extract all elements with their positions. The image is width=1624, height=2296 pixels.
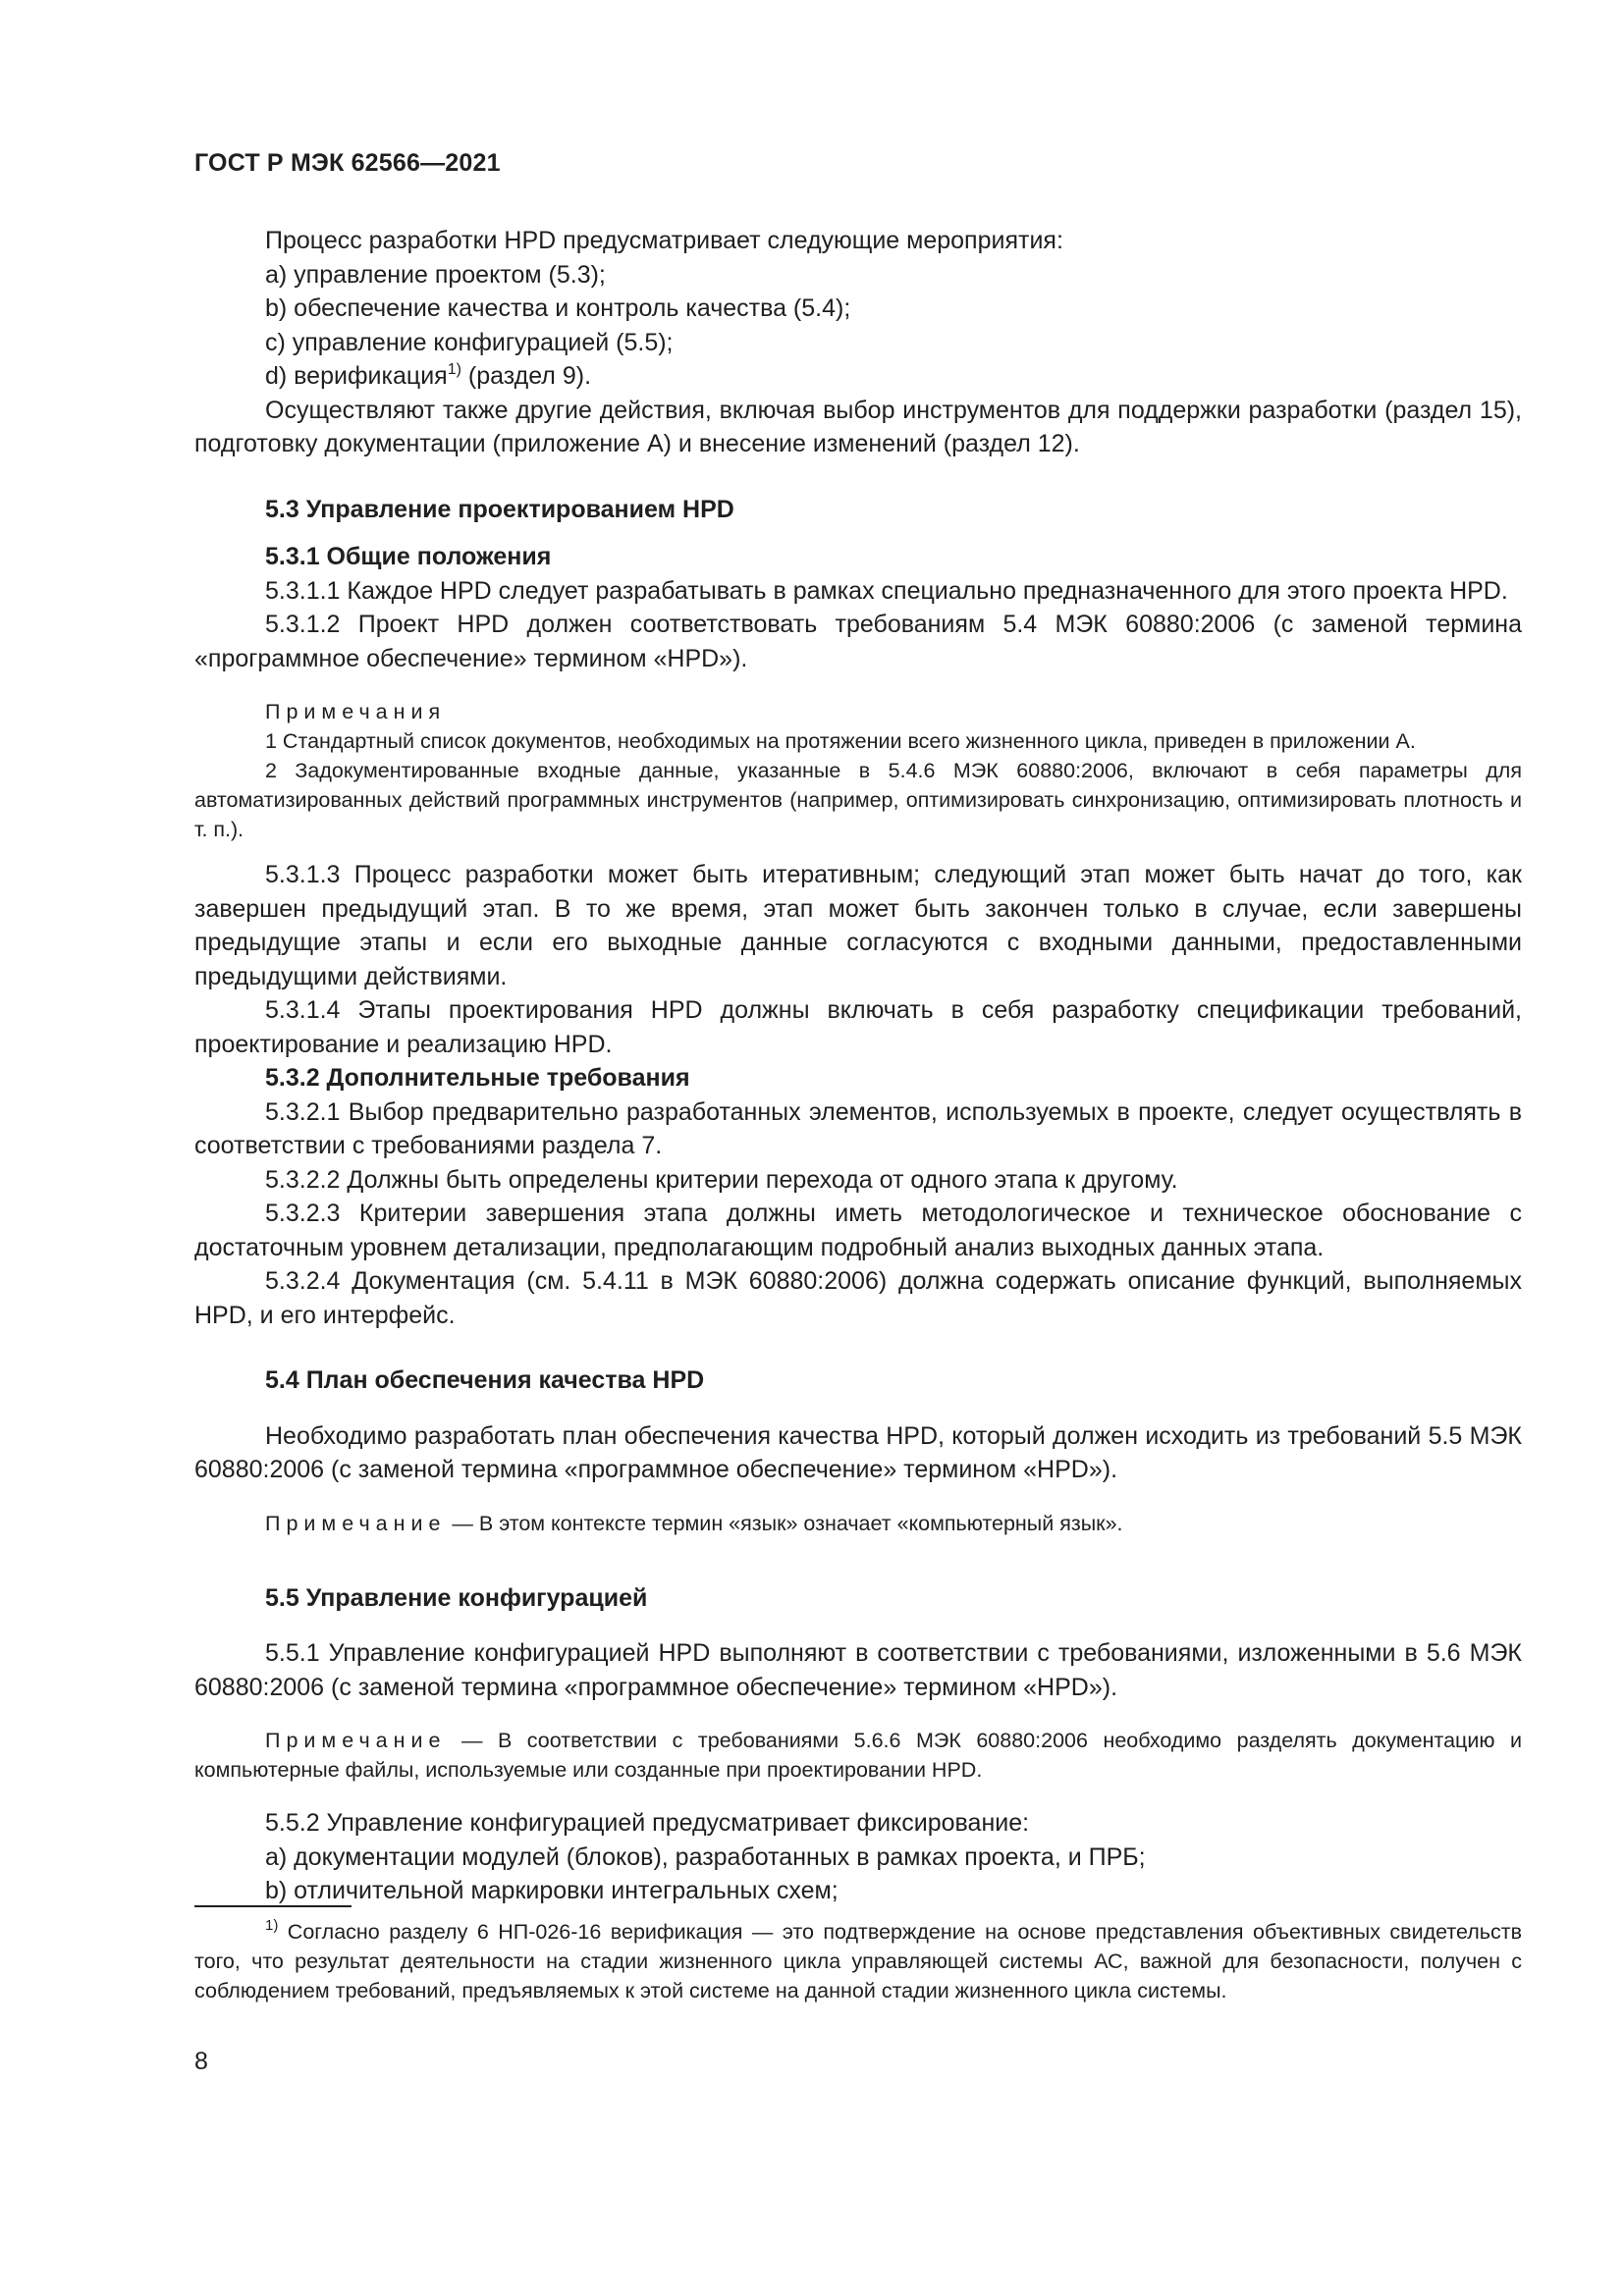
clause-5-5-2-item-b: b) отличительной маркировки интегральных схем; — [265, 1877, 839, 1904]
clause-5-5-2-item-a: а) документации модулей (блоков), разработанных в рамках проекта, и ПРБ; — [265, 1842, 1146, 1871]
intro-item-d — [194, 359, 1522, 394]
intro-item-b: b) обеспечение качества и контроль качества (5.4); — [265, 294, 851, 322]
note-1: 1 Стандартный список документов, необходимых на протяжении всего жизненного цикла, приведен в приложении А. — [265, 729, 1416, 753]
section-5-4-heading: 5.4 План обеспечения качества HPD — [265, 1366, 705, 1394]
clause-5-3-2-4: 5.3.2.4 Документация (см. 5.4.11 в МЭК 60880:2006) должна содержать описание функций, выполняемых HPD, и его интерфейс. — [194, 1267, 1522, 1329]
footnote-marker: 1) — [265, 1917, 279, 1934]
clause-5-3-1-2: 5.3.1.2 Проект HPD должен соответствовать требованиям 5.4 МЭК 60880:2006 (с заменой термина «программное обеспечение» термином «HPD»). — [194, 611, 1522, 672]
page-content — [194, 224, 1522, 1908]
clause-5-3-2-2: 5.3.2.2 Должны быть определены критерии перехода от одного этапа к другому. — [265, 1165, 1178, 1194]
clause-5-5-2: 5.5.2 Управление конфигурацией предусматривает фиксирование: — [265, 1809, 1030, 1837]
footnote-text: Согласно разделу 6 НП-026-16 верификация — это подтверждение на основе представления объективных свидетельств того, что результат деятельности на стадии жизненного цикла управляющей системы АС, важной для безопасности, получен с соблюдением требований, предъявляемых к этой системе на данной стадии жизненного цикла системы. — [194, 1920, 1522, 2002]
footnote-divider — [194, 1905, 352, 1907]
intro-lead: Процесс разработки HPD предусматривает следующие мероприятия: — [265, 227, 1063, 254]
clause-5-3-1-4: 5.3.1.4 Этапы проектирования HPD должны включать в себя разработку спецификации требований, проектирование и реализацию HPD. — [194, 996, 1522, 1058]
section-5-3-heading: 5.3 Управление проектированием HPD — [265, 495, 734, 523]
footnote-reference: 1) — [447, 361, 461, 378]
footnote — [194, 1917, 1522, 2005]
notes-title: Примечания — [265, 700, 447, 723]
clause-5-3-1-1: 5.3.1.1 Каждое HPD следует разрабатывать в рамках специально предназначенного для этого проекта HPD. — [265, 576, 1508, 605]
section-5-4-paragraph: Необходимо разработать план обеспечения качества HPD, который должен исходить из требований 5.5 МЭК 60880:2006 (с заменой термина «программное обеспечение» термином «HPD»). — [194, 1421, 1522, 1483]
note-label: Примечание — [265, 1511, 447, 1535]
notes-block — [194, 697, 1522, 844]
intro-item-a: а) управление проектом (5.3); — [265, 260, 606, 289]
intro-item-c: с) управление конфигурацией (5.5); — [265, 328, 674, 356]
section-5-5-note — [194, 1726, 1522, 1785]
clause-5-3-2-3: 5.3.2.3 Критерии завершения этапа должны иметь методологическое и техническое обоснование с достаточным уровнем детализации, предполагающим подробный анализ выходных данных этапа. — [194, 1200, 1522, 1261]
note-text: — В соответствии с требованиями 5.6.6 МЭК 60880:2006 необходимо разделять документацию и компьютерные файлы, используемые или созданные при проектировании HPD. — [194, 1729, 1522, 1782]
note-text: — В этом контексте термин «язык» означает «компьютерный язык». — [446, 1511, 1123, 1535]
page-number: 8 — [194, 2048, 208, 2075]
clause-5-5-1: 5.5.1 Управление конфигурацией HPD выполняют в соответствии с требованиями, изложенными в 5.6 МЭК 60880:2006 (с заменой термина «программное обеспечение» термином «HPD»). — [194, 1639, 1522, 1701]
clause-5-3-1-3: 5.3.1.3 Процесс разработки может быть итеративным; следующий этап может быть начат до того, как завершен предыдущий этап. В то же время, этап может быть закончен только в случае, если завершены предыдущие этапы и если его выходные данные согласуются с входными данными, предоставленными предыдущими действиями. — [194, 861, 1522, 990]
clause-5-3-2-1: 5.3.2.1 Выбор предварительно разработанных элементов, используемых в проекте, следует осуществлять в соответствии с требованиями раздела 7. — [194, 1097, 1522, 1159]
section-5-5-heading: 5.5 Управление конфигурацией — [265, 1583, 648, 1612]
intro-item-d-text: d) верификация — [265, 362, 448, 390]
section-5-3-1-heading: 5.3.1 Общие положения — [265, 543, 552, 570]
intro-other-actions: Осуществляют также другие действия, включая выбор инструментов для поддержки разработки (раздел 15), подготовку документации (приложение А) и внесение изменений (раздел 12). — [194, 396, 1522, 457]
intro-item-d-tail: (раздел 9). — [460, 362, 592, 390]
note-label: Примечание — [265, 1729, 447, 1752]
document-header: ГОСТ Р МЭК 62566—2021 — [194, 149, 501, 177]
section-5-4-note — [194, 1509, 1522, 1538]
note-2: 2 Задокументированные входные данные, указанные в 5.4.6 МЭК 60880:2006, включают в себя параметры для автоматизированных действий программных инструментов (например, оптимизировать синхронизацию, оптимизировать плотность и т. п.). — [194, 759, 1522, 841]
section-5-3-2-heading: 5.3.2 Дополнительные требования — [265, 1064, 690, 1092]
